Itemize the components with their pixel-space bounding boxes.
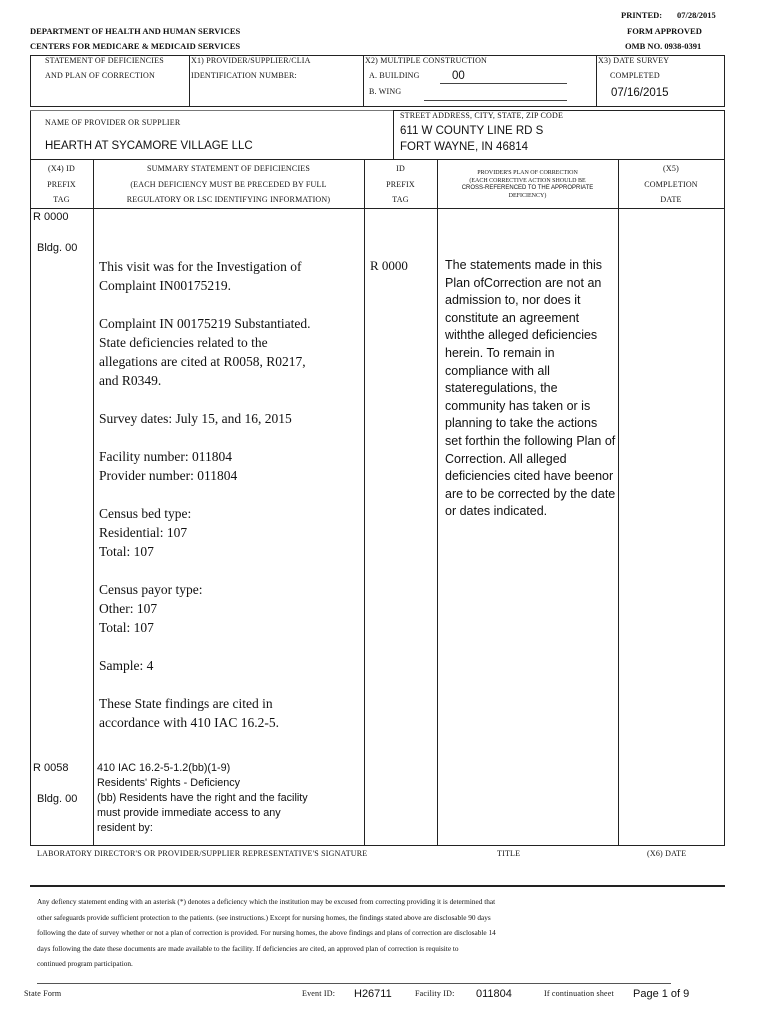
summary-header-1: SUMMARY STATEMENT OF DEFICIENCIES (146, 164, 311, 173)
prefix-tag-2: R 0058 (33, 762, 69, 774)
disclaimer (37, 894, 717, 972)
event-id-value: H26711 (354, 988, 392, 1000)
continuation-label: If continuation sheet (544, 989, 614, 998)
summary-2-line-3: (bb) Residents have the right and the facility (97, 792, 308, 804)
id-header-1: ID (396, 164, 405, 173)
page-number: Page 1 of 9 (633, 988, 690, 1000)
summary-2-line-2: Residents' Rights - Deficiency (97, 777, 241, 789)
summary-statement-1: This visit was for the Investigation of Complaint IN00175219. Complaint IN 00175219 Substantiated. State deficiencies related to the allegations are cited at R0058, R0217, and R0349. Survey dates: July 15, and 16, 2015 Facility number: 011804 Provider number: 011804 Census bed type: Residential: 107 Total: 107 Census payor type: Other: 107 Total: 107 Sample: 4 These State findings are cited in accordance with 410 IAC 16.2-5. (99, 259, 311, 730)
summary-header-3: REGULATORY OR LSC IDENTIFYING INFORMATION) (126, 195, 331, 204)
signature-label: LABORATORY DIRECTOR'S OR PROVIDER/SUPPLIER REPRESENTATIVE'S SIGNATURE (37, 849, 368, 858)
disclaimer-line-4: days following the date these documents are made available to the facility. If deficiencies are cited, an approved plan of correction is requisite to (37, 943, 459, 953)
plan-header-2: (EACH CORRECTIVE ACTION SHOULD BE (469, 177, 586, 184)
id-header-3: TAG (392, 195, 409, 204)
provider-name: HEARTH AT SYCAMORE VILLAGE LLC (45, 140, 253, 152)
id-header-2: PREFIX (386, 180, 415, 189)
building-value: 00 (452, 70, 465, 82)
x4-header-2: PREFIX (47, 180, 76, 189)
disclaimer-line-1: Any defiency statement ending with an asterisk (*) denotes a deficiency which the institution may be excused from correcting providing it is determined that (37, 897, 496, 906)
x3-label: X3) DATE SURVEY (598, 56, 670, 65)
disclaimer-line-5: continued program participation. (37, 959, 133, 968)
address-line-1: 611 W COUNTY LINE RD S (400, 125, 544, 137)
plan-header-4: DEFICIENCY) (508, 192, 547, 199)
summary-2-line-4: must provide immediate access to any (97, 807, 281, 819)
printed-label: PRINTED: (621, 10, 663, 20)
centers-name: CENTERS FOR MEDICARE & MEDICAID SERVICES (30, 41, 241, 51)
address-label: STREET ADDRESS, CITY, STATE, ZIP CODE (400, 111, 564, 120)
title-label: TITLE (497, 849, 521, 858)
summary-2-line-5: resident by: (97, 822, 153, 834)
prefix-tag-1: R 0000 (33, 211, 69, 223)
summary-header-2: (EACH DEFICIENCY MUST BE PRECEDED BY FULL (130, 180, 327, 189)
x5-header-2: COMPLETION (644, 180, 698, 189)
survey-completed-date: 07/16/2015 (611, 87, 669, 99)
plan-header-3: CROSS-REFERENCED TO THE APPROPRIATE (461, 185, 594, 191)
facility-id-label: Facility ID: (415, 989, 455, 998)
wing-label: B. WING (369, 87, 402, 96)
event-id-label: Event ID: (302, 989, 336, 998)
summary-statement-2 (97, 761, 363, 836)
building-tag-1: Bldg. 00 (37, 242, 78, 254)
summary-2-line-1: 410 IAC 16.2-5-1.2(bb)(1-9) (97, 762, 231, 774)
building-label: A. BUILDING (369, 71, 420, 80)
printed-date: 07/28/2015 (677, 10, 716, 20)
x4-header-3: TAG (53, 195, 70, 204)
disclaimer-line-2: other safeguards provide sufficient protection to the patients. (see instructions.) Except for nursing homes, the findings stated above are disclosable 90 days (37, 912, 491, 922)
provider-name-label: NAME OF PROVIDER OR SUPPLIER (45, 118, 181, 127)
x3-sublabel: COMPLETED (610, 71, 660, 80)
facility-id-value: 011804 (476, 988, 512, 1000)
form-approved: FORM APPROVED (627, 26, 702, 36)
omb-number: OMB NO. 0938-0391 (625, 41, 702, 51)
plan-header-1: PROVIDER'S PLAN OF CORRECTION (477, 170, 578, 176)
department-name: DEPARTMENT OF HEALTH AND HUMAN SERVICES (30, 26, 241, 36)
statement-label: STATEMENT OF DEFICIENCIES (45, 56, 164, 65)
x4-header-1: (X4) ID (48, 164, 75, 173)
address-line-2: FORT WAYNE, IN 46814 (400, 141, 529, 153)
x5-header-3: DATE (660, 195, 682, 204)
x1-sublabel: IDENTIFICATION NUMBER: (191, 71, 297, 80)
x1-label: X1) PROVIDER/SUPPLIER/CLIA (191, 56, 311, 65)
x5-header-1: (X5) (663, 164, 679, 173)
x6-date-label: (X6) DATE (647, 849, 687, 858)
plan-of-correction-label: AND PLAN OF CORRECTION (45, 71, 155, 80)
disclaimer-line-3: following the date of survey whether or not a plan of correction is provided. For nursing homes, the above findings and plans of correction are disclosable 14 (37, 928, 496, 937)
plan-header (437, 170, 618, 200)
id-prefix-tag-1: R 0000 (370, 258, 408, 273)
plan-of-correction-1: The statements made in this Plan ofCorrection are not an admission to, nor does it constitute an agreement withthe alleged deficiencies herein. To remain in compliance with all stateregulations, the community has taken or is planning to take the actions set forthin the following Plan of Correction. All alleged deficiencies cited have beenor are to be corrected by the date or dates indicated. (445, 258, 616, 519)
state-form-label: State Form (24, 989, 62, 998)
building-tag-2: Bldg. 00 (37, 793, 78, 805)
x2-label: X2) MULTIPLE CONSTRUCTION (365, 56, 488, 65)
